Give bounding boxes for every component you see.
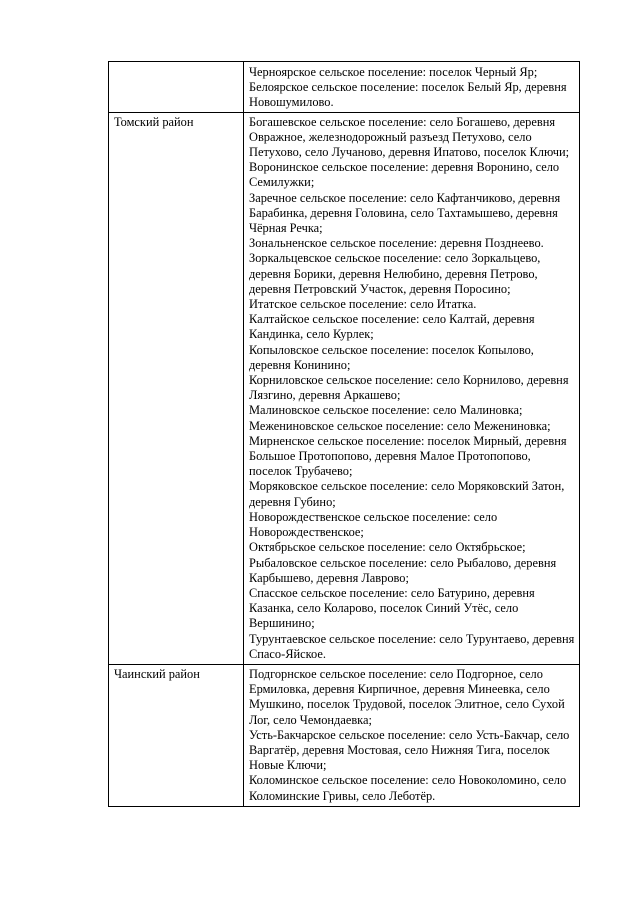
settlement-entry: Белоярское сельское поселение: поселок Белый Яр, деревня Новошумилово. — [249, 80, 567, 110]
settlement-entry: Турунтаевское сельское поселение: село Турунтаево, деревня Спасо-Яйское. — [249, 631, 575, 661]
settlement-entry: Подгорнское сельское поселение: село Подгорное, село Ермиловка, деревня Кирпичное, деревня Минеевка, село Мушкино, поселок Трудовой, поселок Элитное, село Сухой Лог, село Чемондаевка; — [249, 666, 565, 727]
settlement-entry: Копыловское сельское поселение: поселок Копылово, деревня Конинино; — [249, 342, 534, 372]
settlements-table — [108, 61, 580, 807]
table-row — [109, 664, 580, 806]
settlements-cell — [244, 62, 580, 113]
table-row — [109, 62, 580, 113]
settlement-entry: Малиновское сельское поселение: село Малиновка; — [249, 403, 523, 418]
settlement-entry: Воронинское сельское поселение: деревня Воронино, село Семилужки; — [249, 160, 560, 190]
settlement-entry: Усть-Бакчарское сельское поселение: село Усть-Бакчар, село Варгатёр, деревня Мостовая, село Нижняя Тига, поселок Новые Ключи; — [249, 727, 570, 773]
table-body — [109, 62, 580, 807]
settlement-entry: Зоркальцевское сельское поселение: село Зоркальцево, деревня Борики, деревня Нелюбино, деревня Петрово, деревня Петровский Участок, деревня Поросино; — [249, 251, 541, 296]
settlements-cell — [244, 664, 580, 806]
settlement-entry: Коломинское сельское поселение: село Новоколомино, село Коломинские Гривы, село Леботёр. — [249, 773, 567, 803]
settlement-entry: Новорождественское сельское поселение: село Новорождественское; — [249, 509, 498, 540]
settlement-entry: Богашевское сельское поселение: село Богашево, деревня Овражное, железнодорожный разъезд Петухово, село Петухово, село Лучаново, деревня Ипатово, поселок Ключи; — [249, 114, 570, 160]
settlement-entry: Итатское сельское поселение: село Итатка. — [249, 297, 477, 312]
settlement-entry: Черноярское сельское поселение: поселок Черный Яр; — [249, 65, 538, 79]
settlement-entry: Октябрьское сельское поселение: село Октябрьское; — [249, 540, 526, 555]
district-cell: Томский район — [109, 112, 244, 664]
settlement-entry: Заречное сельское поселение: село Кафтанчиково, деревня Барабинка, деревня Головина, село Тахтамышево, деревня Чёрная Речка; — [249, 190, 561, 236]
district-cell — [109, 62, 244, 113]
settlements-cell — [244, 112, 580, 664]
settlement-entry: Мирненское сельское поселение: поселок Мирный, деревня Большое Протопопово, деревня Малое Протопопово, поселок Трубачево; — [249, 433, 567, 479]
settlement-entry: Зональненское сельское поселение: деревня Позднеево. — [249, 236, 544, 251]
settlement-entry: Межениновское сельское поселение: село Межениновка; — [249, 418, 551, 433]
settlement-entry: Корниловское сельское поселение: село Корнилово, деревня Лязгино, деревня Аркашево; — [249, 373, 569, 403]
district-cell: Чаинский район — [109, 664, 244, 806]
settlement-entry: Моряковское сельское поселение: село Моряковский Затон, деревня Губино; — [249, 479, 565, 509]
table-row — [109, 112, 580, 664]
settlement-entry: Рыбаловское сельское поселение: село Рыбалово, деревня Карбышево, деревня Лаврово; — [249, 555, 557, 585]
settlement-entry: Спасское сельское поселение: село Батурино, деревня Казанка, село Коларово, поселок Синий Утёс, село Вершинино; — [249, 585, 535, 631]
settlement-entry: Калтайское сельское поселение: село Калтай, деревня Кандинка, село Курлек; — [249, 312, 535, 342]
